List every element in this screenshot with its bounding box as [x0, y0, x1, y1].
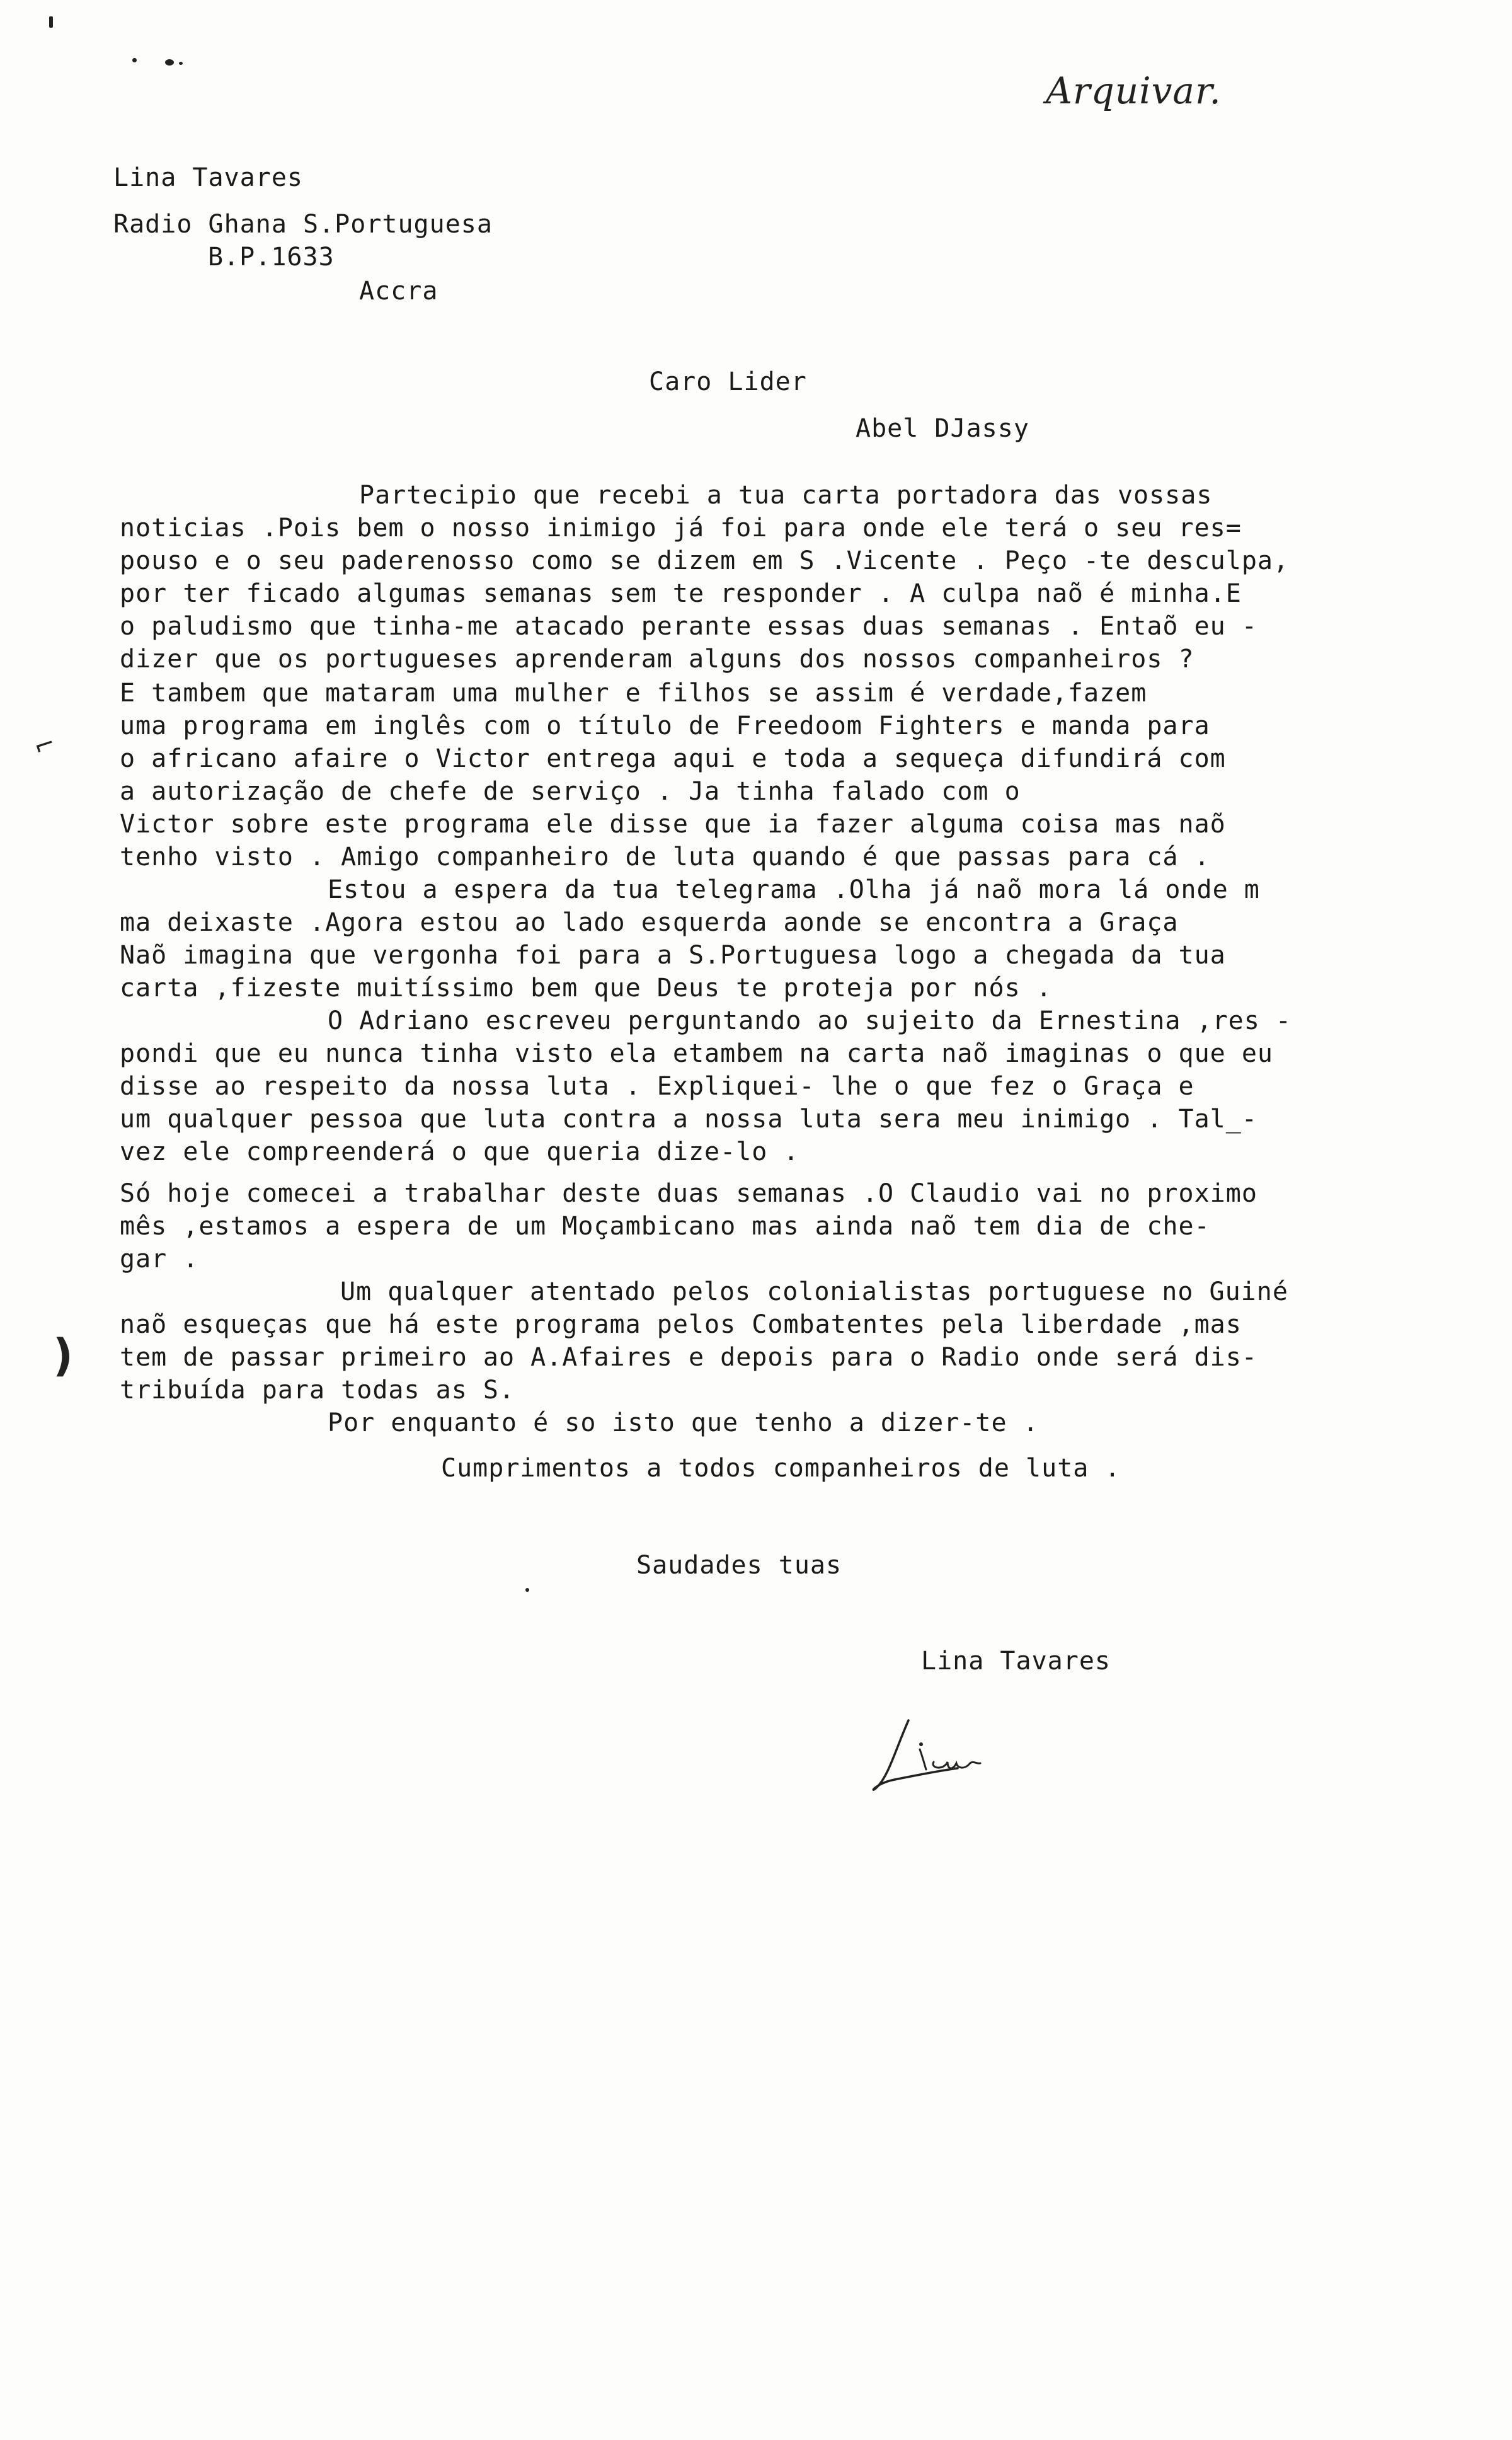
ink-speck [49, 16, 53, 28]
body-line: a autorização de chefe de serviço . Ja tinha falado com o [120, 777, 1021, 806]
body-line: mês ,estamos a espera de um Moçambicano mas ainda naõ tem dia de che- [120, 1212, 1210, 1241]
body-line: Victor sobre este programa ele disse que ia fazer alguma coisa mas naõ [120, 810, 1226, 839]
signature [869, 1708, 1021, 1796]
body-line: tenho visto . Amigo companheiro de luta quando é que passas para cá . [120, 843, 1210, 872]
signature-name: Lina Tavares [921, 1647, 1111, 1676]
signature-icon [869, 1708, 1021, 1796]
ink-speck [525, 1588, 529, 1592]
closing-greeting: Cumprimentos a todos companheiros de luta . [441, 1454, 1121, 1483]
salutation-name: Abel DJassy [856, 414, 1029, 443]
body-line: Estou a espera da tua telegrama .Olha já naõ mora lá onde m [328, 875, 1260, 904]
body-line: Só hoje comecei a trabalhar deste duas semanas .O Claudio vai no proximo [120, 1179, 1257, 1208]
body-line: gar . [120, 1245, 199, 1274]
body-line: carta ,fizeste muitíssimo bem que Deus te proteja por nós . [120, 974, 1052, 1003]
body-line: por ter ficado algumas semanas sem te responder . A culpa naõ é minha.E [120, 579, 1242, 608]
margin-mark: ⌐ [30, 728, 59, 763]
body-line: uma programa em inglês com o título de Freedoom Fighters e manda para [120, 711, 1210, 740]
body-line: dizer que os portugueses aprenderam alguns dos nossos companheiros ? [120, 645, 1194, 674]
closing-regards: Saudades tuas [636, 1551, 842, 1580]
ink-speck [132, 58, 137, 62]
body-line: o paludismo que tinha-me atacado perante essas duas semanas . Entaõ eu - [120, 612, 1257, 641]
ink-speck [179, 62, 183, 65]
body-line: ma deixaste .Agora estou ao lado esquerda aonde se encontra a Graça [120, 908, 1179, 937]
body-line: Naõ imagina que vergonha foi para a S.Portuguesa logo a chegada da tua [120, 941, 1226, 970]
body-line: vez ele compreenderá o que queria dize-lo . [120, 1137, 799, 1166]
sender-name: Lina Tavares [113, 163, 303, 192]
sender-box: B.P.1633 [208, 243, 335, 272]
body-line: disse ao respeito da nossa luta . Expliquei- lhe o que fez o Graça e [120, 1072, 1194, 1101]
sender-org: Radio Ghana S.Portuguesa [113, 210, 493, 239]
sender-city: Accra [359, 277, 438, 306]
body-line: pondi que eu nunca tinha visto ela etambem na carta naõ imaginas o que eu [120, 1039, 1273, 1068]
body-line: E tambem que mataram uma mulher e filhos se assim é verdade,fazem [120, 679, 1147, 708]
body-line: tem de passar primeiro ao A.Afaires e depois para o Radio onde será dis- [120, 1343, 1257, 1372]
body-line: Um qualquer atentado pelos colonialistas portuguese no Guiné [340, 1277, 1288, 1306]
body-line: um qualquer pessoa que luta contra a nossa luta sera meu inimigo . Tal_- [120, 1105, 1257, 1134]
body-line: naõ esqueças que há este programa pelos Combatentes pela liberdade ,mas [120, 1310, 1242, 1339]
body-line: O Adriano escreveu perguntando ao sujeito da Ernestina ,res - [328, 1006, 1292, 1035]
archive-annotation: Arquivar. [1046, 69, 1222, 112]
salutation-title: Caro Lider [649, 367, 807, 396]
margin-bracket-mark: ) [53, 1330, 73, 1381]
body-line: Partecipio que recebi a tua carta portadora das vossas [359, 481, 1213, 510]
body-line: tribuída para todas as S. [120, 1376, 515, 1405]
body-line: Por enquanto é so isto que tenho a dizer-te . [328, 1408, 1039, 1437]
body-line: noticias .Pois bem o nosso inimigo já foi para onde ele terá o seu res= [120, 514, 1242, 543]
ink-speck [165, 59, 174, 66]
body-line: pouso e o seu paderenosso como se dizem em S .Vicente . Peço -te desculpa, [120, 546, 1290, 575]
body-line: o africano afaire o Victor entrega aqui e toda a sequeça difundirá com [120, 744, 1226, 773]
